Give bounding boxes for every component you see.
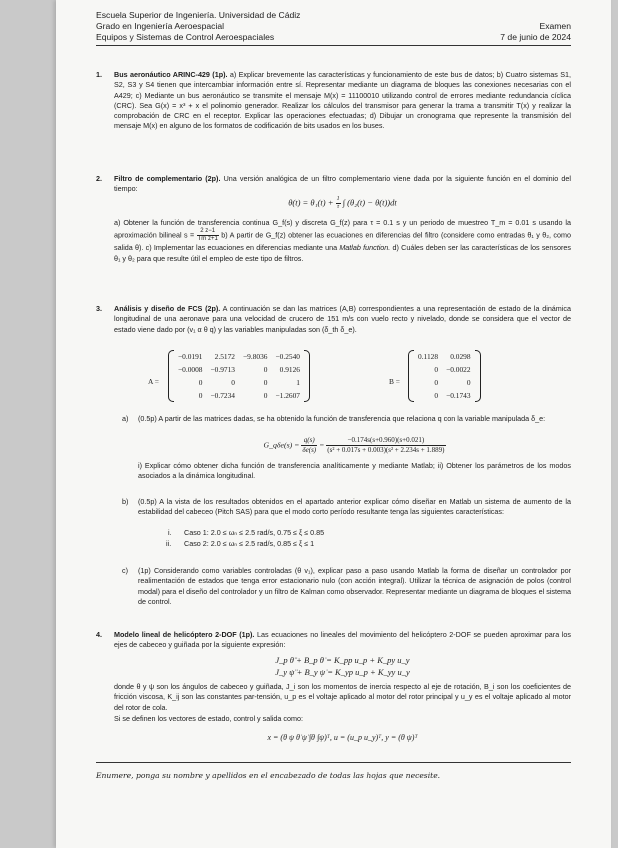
matrix-a-cell: −0.0008 (178, 365, 203, 374)
q4-vectors-intro: Si se definen los vectores de estado, control y salida como: (114, 714, 303, 723)
q2-number: 2. (96, 174, 102, 183)
q4-vectors: x = (θ ψ θ̇ ψ̇ ∫θ ∫ψ)ᵀ, u = (u_p u_y)ᵀ, y = (θ ψ)ᵀ (267, 733, 418, 742)
q2-a: a) Obtener la función de transferencia continua G_f(s) y discreta G_f(z) para τ = 0.1 s y un periodo de muestreo T_m = 0.01 s usando la aproximación bilineal s = (114, 218, 571, 240)
header-rule (96, 45, 571, 46)
q4-intro (114, 630, 571, 651)
matrix-a-cell: 0 (263, 365, 268, 374)
q3-tf-ratio-den: δe(s) (302, 446, 317, 454)
q2-c-italic: Matlab function. (339, 243, 391, 253)
q4-description: donde θ y ψ son los ángulos de cabeceo y guiñada, J_i son los momentos de inercia respecto al eje de rotación, B_i son los coeficientes de fricción viscosa, K_ij son las constantes par-tensión, u_p es el voltaje aplicado al motor del rotor principal y u_y es el voltaje aplicado al motor del rotor de cola. (114, 682, 571, 712)
matrix-a-cell: −9.8036 (243, 352, 268, 361)
matrix-a (168, 350, 310, 402)
q4-title: Modelo lineal de helicóptero 2-DOF (1p). (114, 630, 255, 639)
q1-d: d) Dibujar un cronograma que represente la transmisión del mensaje M(x) en alguno de los formatos de codificación de bits usados en los buses. (114, 111, 571, 131)
q3-title: Análisis y diseño de FCS (2p). (114, 304, 221, 313)
matrix-a-cell: 0 (198, 378, 203, 387)
matrix-a-cell: −0.0191 (178, 352, 203, 361)
q3-b-case1: Caso 1: 2.0 ≤ ωₙ ≤ 2.5 rad/s, 0.75 ≤ ξ ≤ 0.85 (184, 528, 325, 537)
matrix-b-cell: 0 (434, 378, 439, 387)
matrix-a-cell: 2.5172 (214, 352, 235, 361)
matrix-b-row (414, 363, 475, 376)
matrix-b-cell: 0 (434, 365, 439, 374)
footer-rule (96, 762, 571, 763)
matrix-b-row (414, 376, 475, 389)
q4-intro-text: Las ecuaciones no lineales del movimiento del helicóptero 2-DOF se pueden aproximar para los ejes de cabeceo y guiñada por la siguiente expresión: (114, 630, 571, 650)
q3-tf-denominator: (s² + 0.017s + 0.003)(s² + 2.234s + 1.889) (327, 446, 445, 454)
matrix-a-cell: −0.2540 (275, 352, 300, 361)
q1-number: 1. (96, 70, 102, 79)
q2-d: d) Cuáles deben ser las características de los sensores θ₁ y θ₂ para que resulte útil el empleo de este tipo de filtros. (114, 243, 571, 263)
q2-b: b) A partir de G_f(z) obtener las ecuaciones en diferencias del filtro (considere como entradas θ₁ y θ₂, como salida θ). (114, 230, 572, 253)
exam-page (56, 0, 611, 848)
matrix-a-cell: 0 (263, 378, 268, 387)
q4-eq2: J_y ψ̈ + B_y ψ̇ = K_yp u_p + K_yy u_y (275, 667, 410, 677)
matrix-a-cell: −1.2607 (275, 391, 300, 400)
matrix-b-cell: 0 (466, 378, 471, 387)
q3-b-label: b) (122, 497, 129, 506)
q3-b-case1-label: i. (168, 528, 172, 537)
matrix-a-cell: 1 (296, 378, 300, 387)
q2-eq-frac-num: 1 (336, 196, 340, 202)
q2-eq-frac (336, 196, 341, 211)
q1-body (114, 70, 571, 132)
matrix-b-cell: 0.1128 (418, 352, 439, 361)
q2-c: c) Implementar las ecuaciones en diferencias mediante una (145, 243, 338, 253)
q2-bilinear-frac (197, 228, 219, 243)
header-left (96, 10, 300, 43)
q3-tf-lhs: G_qδe(s) = (263, 440, 300, 450)
q1-b: b) Cuatro sistemas S1, S2, S3 y S4 tienen que intercambiar información entre sí. Representar mediante un diagrama de bloques las conexiones necesarias con el A429; (114, 70, 572, 100)
q1-title: Bus aeronáutico ARINC-429 (1p). (114, 70, 228, 79)
q2-bilinear-den: Tm z+1 (197, 236, 218, 243)
matrix-a-cell: 0 (198, 391, 203, 400)
matrix-a-cell: −0.9713 (210, 365, 235, 374)
header-right (500, 21, 571, 43)
matrix-a-cell: 0 (263, 391, 268, 400)
matrix-b-cell: 0 (434, 391, 439, 400)
q2-eq-lhs: θ(t) = θ₁(t) + (288, 197, 334, 208)
matrix-b-row (414, 389, 475, 402)
q2-equation (114, 196, 571, 211)
q3-a-sub: i) Explicar cómo obtener dicha función de transferencia analíticamente y mediante Matlab; ii) Obtener los parámetros de los modos asociados a la dinámica longitudinal. (138, 461, 571, 481)
matrix-b-cell: −0.1743 (446, 391, 471, 400)
school-name: Escuela Superior de Ingeniería. Universidad de Cádiz (96, 10, 301, 20)
q3-b-case2-label: ii. (166, 539, 172, 548)
q3-b-text: (0.5p) A la vista de los resultados obtenidos en el apartado anterior explicar cómo diseñar en Matlab un sistema de aumento de la estabilidad del cabeceo (Pitch SAS) para que el modo corto período resultante tenga las siguientes características: (138, 497, 571, 517)
q4-equations (114, 654, 571, 678)
matrix-a-row (174, 376, 304, 389)
q3-tf-expr (326, 436, 445, 455)
q3-a-label: a) (122, 414, 129, 423)
footer-note: Enumere, ponga su nombre y apellidos en el encabezado de todas las hojas que necesite. (96, 771, 441, 780)
q2-body (114, 218, 571, 264)
q3-tf-equals: = (319, 440, 325, 450)
q3-a-text: (0.5p) A partir de las matrices dadas, se ha obtenido la función de transferencia que relaciona q con la variable manipulada δ_e: (138, 414, 546, 423)
q3-intro-text: A continuación se dan las matrices (A,B) correspondientes a una representación de estado de la dinámica longitudinal de una aeronave para una velocidad de crucero de 151 m/s con vuelo recto y nivelado, donde se considera que el vector de estado viene dado por (v₁ α θ q) y las variables manipuladas son (δ_th δ_e). (114, 304, 571, 334)
q3-tf-ratio-num: q(s) (301, 436, 317, 446)
q3-number: 3. (96, 304, 102, 313)
q2-title: Filtro de complementario (2p). (114, 174, 221, 183)
matrix-a-row (174, 389, 304, 402)
q1-a: a) Explicar brevemente las características y funcionamiento de este bus de datos; (229, 70, 495, 79)
q3-transfer-function (138, 436, 571, 455)
matrix-b-cell: 0.0298 (450, 352, 471, 361)
q4-eq1: J_p θ̈ + B_p θ̇ = K_pp u_p + K_py u_y (275, 655, 410, 665)
degree-name: Grado en Ingeniería Aeroespacial (96, 21, 225, 31)
matrix-a-cell: 0.9126 (279, 365, 300, 374)
matrix-b-label: B = (389, 377, 400, 386)
q3-c-text: (1p) Considerando como variables controladas (θ v₁), explicar paso a paso usando Matlab la forma de diseñar un controlador por realimentación de estados que tenga error estacionario nulo (con acción integral). Utilizar la técnica de asignación de polos (control modal) para el diseño del controlador y un filtro de Kalman como observador. Representar mediante un diagrama de bloques el sistema de control. (138, 566, 571, 606)
exam-label: Examen (539, 21, 571, 31)
q2-eq-rhs: ∫ (θ₂(t) − θ(t))dt (342, 197, 397, 208)
matrix-a-cell: −0.7234 (210, 391, 235, 400)
q2-eq-frac-den: τ (336, 204, 340, 210)
q2-intro-text: Una versión analógica de un filtro complementario viene dada por la siguiente función en el dominio del tiempo: (114, 174, 572, 194)
matrix-b-row (414, 350, 475, 363)
matrix-a-cell: 0 (231, 378, 235, 387)
q4-number: 4. (96, 630, 102, 639)
course-name: Equipos y Sistemas de Control Aeroespaciales (96, 32, 275, 42)
q3-tf-ratio (301, 436, 317, 455)
matrix-a-label: A = (148, 377, 159, 386)
matrix-b-cell: −0.0022 (446, 365, 471, 374)
q3-b-case2: Caso 2: 2.0 ≤ ωₙ ≤ 2.5 rad/s, 0.85 ≤ ξ ≤ 1 (184, 539, 315, 548)
q2-bilinear-num: 2 z−1 (197, 228, 219, 236)
matrix-a-row (174, 363, 304, 376)
q3-intro (114, 304, 571, 335)
q2-intro (114, 174, 571, 195)
matrix-a-row (174, 350, 304, 363)
matrix-b (408, 350, 481, 402)
exam-date: 7 de junio de 2024 (500, 32, 571, 42)
q1-c: c) Mediante un bus aeronáutico se transmite el mensaje M(x) = 11100010 utilizando control de errores mediante redundancia cíclica (CRC). Sea G(x) = x³ + x el polinomio generador. Realizar los cálculos del transmisor para generar la trama a transmitir T(x) y realizar la comprobación de CRC en el receptor. Explicar las operaciones efectuadas; (114, 90, 571, 121)
q3-c-label: c) (122, 566, 128, 575)
q3-tf-numerator: −0.174s(s+0.960)(s+0.021) (326, 436, 445, 446)
